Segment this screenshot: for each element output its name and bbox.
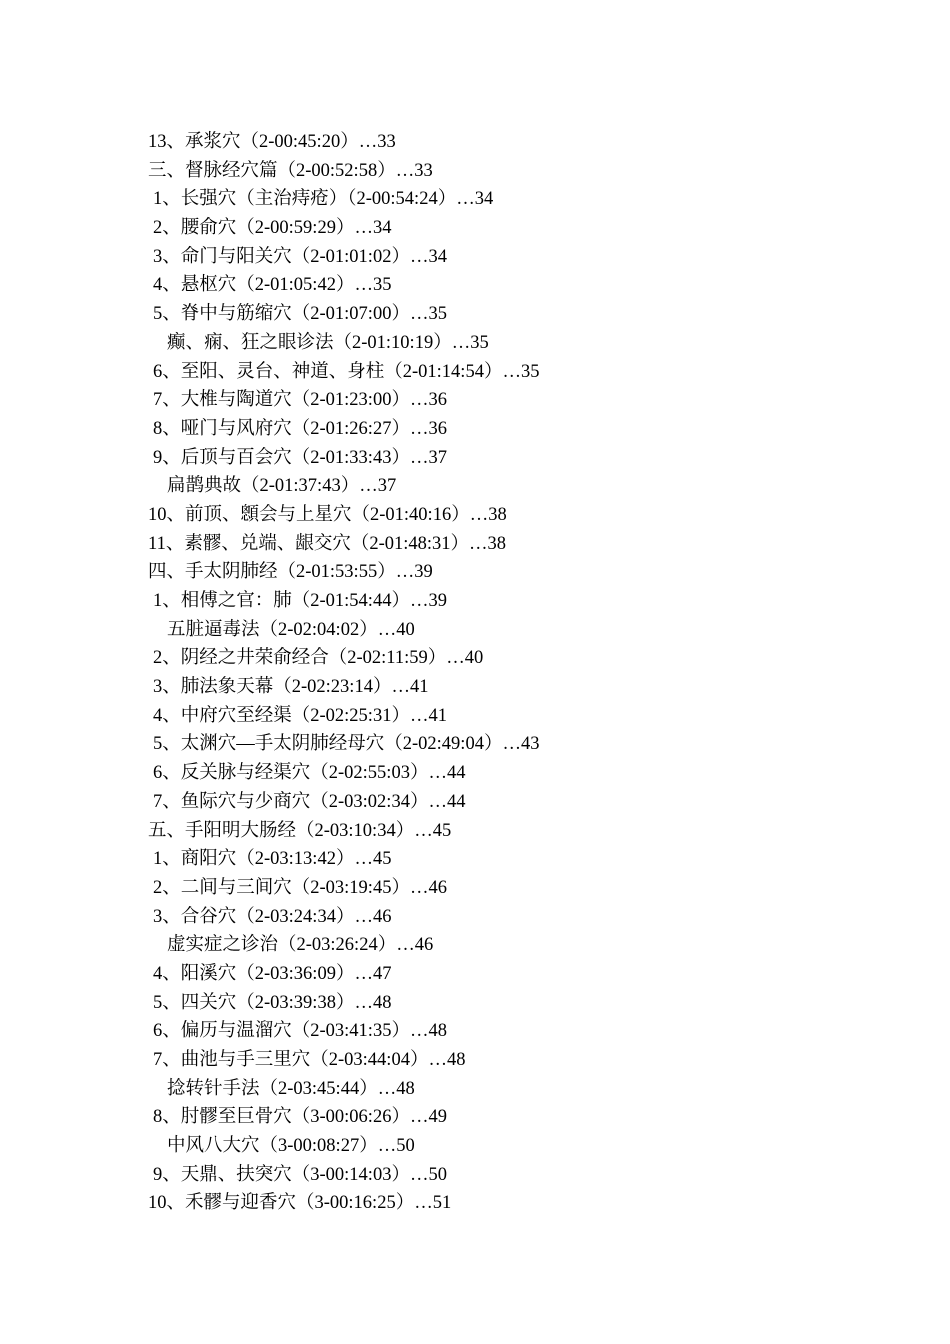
toc-entry: 5、太渊穴—手太阴肺经母穴（2-02:49:04）…43 — [153, 734, 540, 755]
toc-entry: 四、手太阴肺经（2-01:53:55）…39 — [148, 562, 433, 583]
table-of-contents — [148, 128, 848, 1218]
toc-entry: 3、命门与阳关穴（2-01:01:02）…34 — [153, 246, 447, 267]
toc-entry: 2、二间与三间穴（2-03:19:45）…46 — [153, 877, 447, 898]
toc-entry: 13、承浆穴（2-00:45:20）…33 — [148, 132, 396, 152]
toc-entry: 五脏逼毒法（2-02:04:02）…40 — [167, 619, 415, 640]
toc-entry: 6、至阳、灵台、神道、身柱（2-01:14:54）…35 — [153, 361, 540, 382]
toc-entry: 9、天鼎、扶突穴（3-00:14:03）…50 — [153, 1164, 447, 1185]
toc-entry: 10、禾髎与迎香穴（3-00:16:25）…51 — [148, 1193, 452, 1214]
toc-entry: 8、哑门与风府穴（2-01:26:27）…36 — [153, 418, 447, 439]
toc-entry: 1、商阳穴（2-03:13:42）…45 — [153, 849, 392, 870]
toc-entry: 4、阳溪穴（2-03:36:09）…47 — [153, 963, 392, 984]
toc-entry: 7、大椎与陶道穴（2-01:23:00）…36 — [153, 390, 447, 411]
toc-entry: 7、鱼际穴与少商穴（2-03:02:34）…44 — [153, 791, 466, 812]
toc-entry: 1、相傅之官：肺（2-01:54:44）…39 — [153, 591, 447, 611]
toc-entry: 五、手阳明大肠经（2-03:10:34）…45 — [148, 820, 452, 841]
toc-entry: 11、素髎、兑端、龈交穴（2-01:48:31）…38 — [148, 533, 507, 554]
toc-entry: 三、督脉经穴篇（2-00:52:58）…33 — [148, 160, 433, 181]
toc-entry: 癫、痫、狂之眼诊法（2-01:10:19）…35 — [167, 332, 489, 353]
toc-entry: 8、肘髎至巨骨穴（3-00:06:26）…49 — [153, 1107, 447, 1128]
toc-entry: 1、长强穴（主治痔疮）（2-00:54:24）…34 — [153, 189, 494, 210]
toc-entry: 3、肺法象天幕（2-02:23:14）…41 — [153, 677, 429, 698]
toc-entry: 4、中府穴至经渠（2-02:25:31）…41 — [153, 705, 447, 726]
toc-entry: 2、腰俞穴（2-00:59:29）…34 — [153, 218, 392, 239]
toc-entry: 6、偏历与温溜穴（2-03:41:35）…48 — [153, 1021, 447, 1042]
toc-entry: 7、曲池与手三里穴（2-03:44:04）…48 — [153, 1050, 466, 1070]
toc-entry: 捻转针手法（2-03:45:44）…48 — [167, 1078, 415, 1099]
toc-entry: 虚实症之诊治（2-03:26:24）…46 — [167, 935, 434, 956]
toc-entry: 扁鹊典故（2-01:37:43）…37 — [167, 476, 397, 497]
toc-entry: 6、反关脉与经渠穴（2-02:55:03）…44 — [153, 763, 466, 784]
toc-entry: 4、悬枢穴（2-01:05:42）…35 — [153, 275, 392, 296]
toc-entry: 中风八大穴（3-00:08:27）…50 — [167, 1136, 415, 1157]
toc-entry: 5、四关穴（2-03:39:38）…48 — [153, 992, 392, 1013]
toc-entry: 2、阴经之井荣俞经合（2-02:11:59）…40 — [153, 648, 484, 669]
toc-entry: 5、脊中与筋缩穴（2-01:07:00）…35 — [153, 304, 447, 325]
toc-entry: 9、后顶与百会穴（2-01:33:43）…37 — [153, 447, 447, 468]
toc-entry: 3、合谷穴（2-03:24:34）…46 — [153, 906, 392, 927]
toc-entry: 10、前顶、顖会与上星穴（2-01:40:16）…38 — [148, 504, 507, 525]
